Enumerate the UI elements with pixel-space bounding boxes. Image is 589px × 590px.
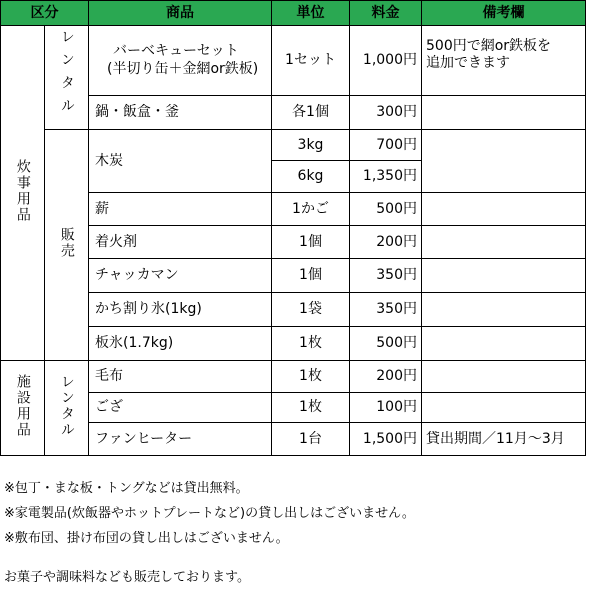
item-cell: かち割り氷(1kg) bbox=[89, 293, 272, 327]
remarks-cell bbox=[422, 361, 586, 393]
item-cell: 毛布 bbox=[89, 361, 272, 393]
table-row bbox=[1, 130, 586, 161]
note-line: ※敷布団、掛け布団の貸し出しはございません。 bbox=[4, 531, 289, 546]
unit-cell: 1袋 bbox=[272, 293, 350, 327]
unit-cell: 1セット bbox=[272, 26, 350, 96]
item-cell bbox=[89, 26, 272, 96]
header-item: 商品 bbox=[89, 1, 272, 26]
price-cell: 100円 bbox=[350, 393, 422, 423]
remarks-cell bbox=[422, 130, 586, 193]
table-row bbox=[1, 293, 586, 327]
price-cell: 700円 bbox=[350, 130, 422, 161]
header-category: 区分 bbox=[1, 1, 89, 26]
item-name: バーベキューセット bbox=[113, 43, 239, 59]
table-row bbox=[1, 393, 586, 423]
unit-cell: 1台 bbox=[272, 423, 350, 456]
price-cell: 500円 bbox=[350, 193, 422, 226]
item-cell: 着火剤 bbox=[89, 226, 272, 259]
table-row bbox=[1, 226, 586, 259]
item-name-wrap bbox=[95, 43, 258, 78]
remarks-line-1: 500円で網or鉄板を bbox=[426, 38, 552, 54]
item-cell: チャッカマン bbox=[89, 259, 272, 293]
price-cell: 500円 bbox=[350, 327, 422, 361]
table-row bbox=[1, 361, 586, 393]
item-cell: ござ bbox=[89, 393, 272, 423]
unit-cell: 1枚 bbox=[272, 361, 350, 393]
item-cell: ファンヒーター bbox=[89, 423, 272, 456]
price-cell: 350円 bbox=[350, 259, 422, 293]
notes-section bbox=[4, 476, 415, 590]
remarks-line-2: 追加できます bbox=[426, 54, 510, 71]
unit-cell: 1個 bbox=[272, 226, 350, 259]
table-row bbox=[1, 423, 586, 456]
item-cell: 薪 bbox=[89, 193, 272, 226]
subgroup-facility-rental-label: レンタル bbox=[58, 373, 75, 438]
remarks-cell bbox=[422, 393, 586, 423]
remarks-cell bbox=[422, 96, 586, 130]
price-cell: 300円 bbox=[350, 96, 422, 130]
unit-cell: 6kg bbox=[272, 161, 350, 193]
price-cell: 200円 bbox=[350, 361, 422, 393]
unit-cell: 1個 bbox=[272, 259, 350, 293]
price-cell: 200円 bbox=[350, 226, 422, 259]
unit-cell: 1枚 bbox=[272, 393, 350, 423]
item-cell: 鍋・飯盒・釜 bbox=[89, 96, 272, 130]
price-cell: 1,000円 bbox=[350, 26, 422, 96]
table-row bbox=[1, 193, 586, 226]
group-facility-label: 施設用品 bbox=[14, 373, 31, 438]
subgroup-cooking-rental bbox=[45, 26, 89, 130]
table-row bbox=[1, 259, 586, 293]
remarks-cell bbox=[422, 259, 586, 293]
group-facility bbox=[1, 361, 45, 456]
unit-cell: 3kg bbox=[272, 130, 350, 161]
remarks-cell: 貸出期間／11月～3月 bbox=[422, 423, 586, 456]
subgroup-cooking-rental-label: レンタル bbox=[58, 29, 75, 122]
group-cooking bbox=[1, 26, 45, 361]
unit-cell: 1枚 bbox=[272, 327, 350, 361]
subgroup-facility-rental bbox=[45, 361, 89, 456]
unit-cell: 各1個 bbox=[272, 96, 350, 130]
subgroup-cooking-sale-label: 販売 bbox=[58, 226, 75, 259]
price-cell: 1,500円 bbox=[350, 423, 422, 456]
group-cooking-label: 炊事用品 bbox=[14, 158, 31, 223]
remarks-cell bbox=[422, 293, 586, 327]
remarks-cell bbox=[422, 327, 586, 361]
subgroup-cooking-sale bbox=[45, 130, 89, 361]
header-price: 料金 bbox=[350, 1, 422, 26]
header-remarks: 備考欄 bbox=[422, 1, 586, 26]
item-name-detail: (半切り缶＋金網or鉄板) bbox=[107, 60, 259, 77]
note-line: ※家電製品(炊飯器やホットプレートなど)の貸し出しはございません。 bbox=[4, 506, 415, 521]
item-cell: 木炭 bbox=[89, 130, 272, 193]
header-unit: 単位 bbox=[272, 1, 350, 26]
unit-cell: 1かご bbox=[272, 193, 350, 226]
header-row bbox=[1, 1, 586, 26]
note-line: お菓子や調味料なども販売しております。 bbox=[4, 570, 250, 585]
remarks-cell bbox=[422, 26, 586, 96]
table-row bbox=[1, 26, 586, 96]
price-cell: 350円 bbox=[350, 293, 422, 327]
item-cell: 板氷(1.7kg) bbox=[89, 327, 272, 361]
table-row bbox=[1, 96, 586, 130]
remarks-cell bbox=[422, 193, 586, 226]
table-row bbox=[1, 327, 586, 361]
price-cell: 1,350円 bbox=[350, 161, 422, 193]
note-line: ※包丁・まな板・トングなどは貸出無料。 bbox=[4, 481, 249, 496]
remarks-cell bbox=[422, 226, 586, 259]
